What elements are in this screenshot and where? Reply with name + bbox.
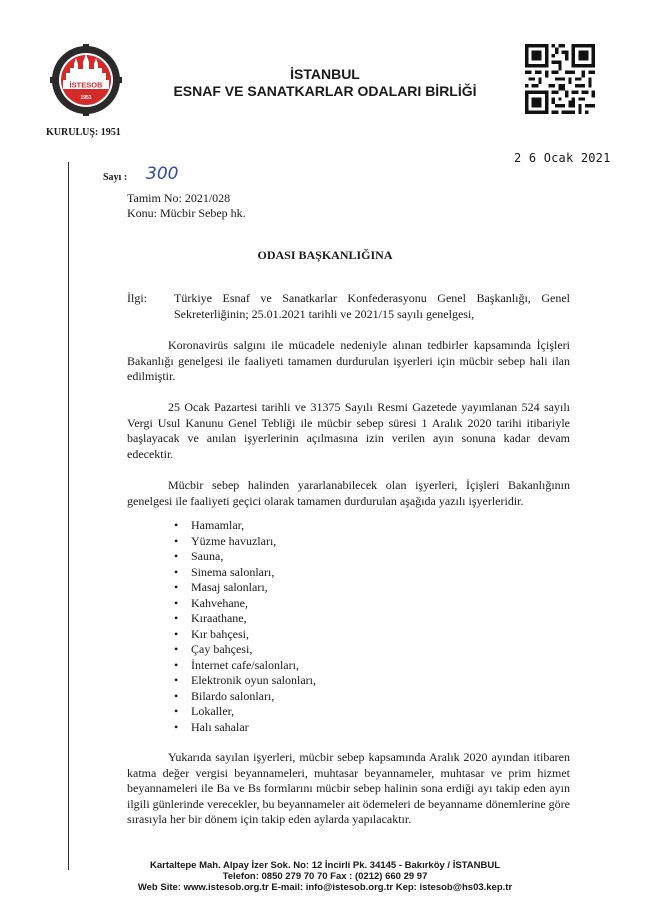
margin-rule [68, 162, 69, 870]
list-item: • Çay bahçesi, [170, 642, 316, 658]
footer-web: Web Site: www.istesob.org.tr E-mail: info@istesob.org.tr Kep: istesob@hs03.kep.tr [137, 882, 513, 893]
list-item: • Bilardo salonları, [170, 689, 316, 705]
list-item: • Kır bahçesi, [170, 627, 316, 643]
footer-phone: Telefon: 0850 279 70 70 Fax : (0212) 660 29 97 [222, 871, 428, 882]
svg-text:İSTESOB: İSTESOB [69, 80, 103, 90]
number-label: Sayı : [103, 172, 128, 183]
list-item: • Lokaller, [170, 704, 316, 720]
list-item: • Kıraathane, [170, 611, 316, 627]
footer-address: Kartaltepe Mah. Alpay İzer Sok. No: 12 İncirli Pk. 34145 - Bakırköy / İSTANBUL [149, 860, 501, 871]
founded-label: KURULUŞ: 1951 [46, 127, 121, 138]
list-item: • Yüzme havuzları, [170, 534, 316, 550]
subject-line: Konu: Mücbir Sebep hk. [127, 206, 246, 220]
list-item: • İnternet cafe/salonları, [170, 658, 316, 674]
body-paragraph-3: Mücbir sebep halinden yararlanabilecek olan işyerleri, İçişleri Bakanlığının genelgesi ile faaliyeti geçici olarak tamamen durdurulan aşağıda yazılı işyerleridir. [127, 478, 570, 508]
reference-label: İlgi: [127, 291, 147, 305]
recipient-heading: ODASI BAŞKANLIĞINA [257, 248, 393, 262]
body-paragraph-1: Koronavirüs salgını ile mücadele nedeniyle alınan tedbirler kapsamında İçişleri Bakanlığı genelgesi ile faaliyeti tamamen durdurulan işyerleri için mücbir sebep hali ilan edilmiştir. [127, 338, 570, 383]
circular-number: Tamim No: 2021/028 [127, 191, 231, 205]
svg-text:1951: 1951 [80, 95, 92, 101]
business-list [170, 518, 316, 735]
list-item: • Masaj salonları, [170, 580, 316, 596]
body-paragraph-2: 25 Ocak Pazartesi tarihli ve 31375 Sayılı Resmi Gazetede yayımlanan 524 sayılı Vergi Usul Kanunu Genel Tebliği ile mücbir sebep süresi 1 Aralık 2020 tarihi itibariyle başlayacak ve anılan işyerlerinin açılmasına izin verilen ayın sonuna kadar devam edecektir. [127, 400, 570, 461]
list-item: • Sinema salonları, [170, 565, 316, 581]
list-item: • Elektronik oyun salonları, [170, 673, 316, 689]
org-city: İSTANBUL [290, 66, 360, 82]
handwritten-number: 300 [146, 164, 179, 184]
list-item: • Hamamlar, [170, 518, 316, 534]
list-item: • Halı sahalar [170, 720, 316, 736]
list-item: • Sauna, [170, 549, 316, 565]
org-name: ESNAF VE SANATKARLAR ODALARI BİRLİĞİ [173, 83, 477, 99]
list-item: • Kahvehane, [170, 596, 316, 612]
reference-text: Türkiye Esnaf ve Sanatkarlar Konfederasyonu Genel Başkanlığı, Genel Sekreterliğinin; 25.01.2021 tarihli ve 2021/15 sayılı genelgesi, [174, 291, 570, 321]
body-paragraph-4: Yukarıda sayılan işyerleri, mücbir sebep kapsamında Aralık 2020 ayından itibaren katma değer vergisi beyannameleri, muhtasar beyannameler, muhtasar ve prim hizmet beyannameleri ile Ba ve Bs formlarını mücbir sebep halinin sona erdiği ayı takip eden ayın ilgili günlerinde verecekler, bu beyannameler ait ödemeleri de beyanname dönemlerine göre sırasıyla her bir dönem için takip eden aylarda yapılacaktır. [127, 750, 570, 826]
date-stamp: 2 6 Ocak 2021 [514, 151, 611, 165]
qr-code [525, 44, 595, 114]
